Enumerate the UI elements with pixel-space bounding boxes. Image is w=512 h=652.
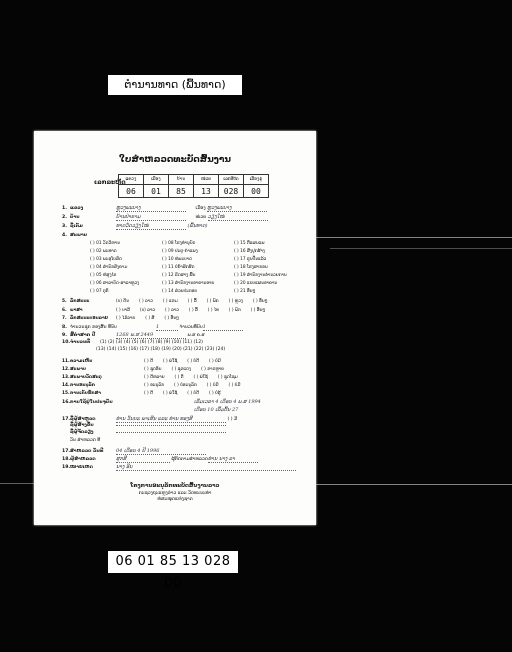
footer-line: ຫໍສະໝຸດແຫ່ງຊາດ (157, 497, 193, 502)
checkbox-option[interactable]: ( ) ໄທ (207, 308, 219, 313)
row-number: 16. (62, 400, 71, 405)
option-item[interactable]: ( ) 10 ຫໍພະບາດ (162, 257, 192, 262)
code-header: ເມືອງ (144, 175, 169, 185)
checkbox-option[interactable]: ( ) ຫຼວງ (228, 299, 243, 304)
row-number: 15. (62, 391, 70, 396)
form-title: ໃບສຳຫລວດທະບັດສົ້ນງານ (119, 155, 231, 165)
field-row (62, 223, 207, 230)
field-value: (1) (2) (3) (4) (5) (6) (7) (8) (9) (10) (11) (12) (100, 340, 203, 345)
row-number: 17. (62, 417, 71, 422)
checkbox-option[interactable]: ( ) ອື່ນໆ (252, 299, 268, 304)
field-value: ນາງ ອີນ (116, 464, 296, 471)
field-value: (13) (14) (15) (16) (17) (18) (19) (20) (21) (22) (23) (24) (96, 347, 226, 352)
header-label: ຕຳນານທາດ (ພື້ນທາດ) (108, 75, 242, 95)
row-11 (62, 359, 231, 364)
field-label: ຊື່ຜູ້ສຳຫຼວດ (70, 417, 96, 422)
field-label: ແຂວງ (70, 206, 84, 211)
field-label: ຜູ້ສຳຫລວດ (70, 457, 96, 462)
row-5 (62, 299, 278, 304)
checkbox-option[interactable]: ( ) ພໍໃຊ້ (162, 391, 178, 396)
field-label: ການເກັບຮັກສາ (70, 391, 101, 396)
option-item[interactable]: ( ) 09 ປະຕູ-ກຳແພງ (162, 249, 198, 254)
row-16 (62, 399, 261, 406)
row-number: 18. (62, 457, 71, 462)
option-item[interactable]: ( ) 13 ສຳນັກງານອາຄານອາຍ (162, 281, 215, 286)
checkbox-option[interactable]: (x) ດິນ (116, 299, 129, 304)
option-item[interactable]: ( ) 11 ບໍ່ນ້ຳສັກສິດ (162, 265, 195, 270)
row-18a (70, 423, 226, 429)
code-header-row (119, 175, 269, 185)
checkbox-option[interactable]: ( ) ພັກ (228, 308, 241, 313)
document-page (34, 131, 316, 525)
field-label: ບ້ານ (70, 215, 80, 220)
form-footer (34, 483, 316, 504)
checkbox-option[interactable]: ( ) ບາລີ (116, 308, 130, 313)
checkbox-option[interactable]: ( ) ລື້ (187, 299, 197, 304)
row-15 (62, 391, 231, 396)
code-value: 13 (194, 185, 219, 198)
field-label: ສະພາບ (70, 233, 88, 238)
field-value: ທ່ານ ວັນນະ ພາເສີນ ແລະ ທ່ານ ທອງສີ (116, 416, 226, 423)
field-value: 1 (156, 324, 178, 331)
row-13 (62, 375, 248, 380)
row-number: 2. (62, 215, 67, 220)
checkbox-option[interactable]: ( ) ພັກ (206, 299, 219, 304)
row-10 (62, 340, 203, 346)
checkbox-option[interactable]: ( ) ຂາດຫຼາຍ (201, 367, 225, 372)
checkbox-option[interactable]: ( ) ລາວ (138, 299, 153, 304)
code-value: 028 (219, 185, 244, 198)
field-value: ທ່ານ ນາງ ລາ (208, 456, 258, 463)
code-header: ແຂວງ (119, 175, 144, 185)
checkbox-option[interactable]: ( ) ລື້ (188, 308, 198, 313)
field-value: ວຽງໃໝ່ (208, 214, 268, 221)
field-label: ຄວາມເຫັນ (70, 359, 93, 364)
row-number: 8. (62, 325, 67, 330)
code-table (118, 174, 269, 198)
checkbox-option[interactable]: ( ) ອະນຸລັກ (144, 383, 165, 388)
row-14 (62, 383, 250, 388)
field-label: ຊື່ຜູ້ສ້າງຂຶ້ນ (70, 423, 94, 428)
doc-number-label: ເລກລະຫັດ (94, 179, 126, 186)
field-value: ( ) ມີ (227, 417, 238, 422)
option-item[interactable]: ( ) 21 ອື່ນໆ (234, 289, 256, 294)
checkbox-option[interactable]: ( ) ດີຫລາຍ (144, 375, 165, 380)
option-item[interactable]: ( ) 14 ສ່ວນປະກອບ (162, 289, 198, 294)
option-item[interactable]: ( ) 16 ສີ່ງປູກສ້າງ (234, 249, 265, 254)
field-label: ການໃຊ້ຢູ່ໃນປະຈຸບັນ (70, 400, 113, 405)
checkbox-option[interactable]: (x) ລາວ (139, 308, 155, 313)
row-16b (194, 407, 238, 414)
row-number: 11. (62, 359, 70, 364)
field-label: ຈຳນວນທີ່ນັບ (179, 325, 203, 330)
checkbox-option[interactable]: ( ) ບໍ່ມີ (228, 383, 241, 388)
field-row (62, 214, 268, 221)
row-number: 9. (62, 333, 67, 338)
row-19 (70, 438, 100, 444)
option-item[interactable]: ( ) 05 ຫໍສູງໄຕ (90, 273, 117, 278)
field-label: ຈຳນວນຊຸກ ຂອງສີ້ນ ທີ່ນັບ (70, 325, 117, 330)
field-value: ເລີ່ມເວລາ 4 ເດືອນ 4 ພ.ສ 1994 (194, 399, 261, 405)
option-item[interactable]: ( ) 03 ພະອຸໂບສົດ (90, 257, 122, 262)
code-header: ເລກທີບັດ (219, 175, 244, 185)
checkbox-option[interactable]: ( ) ບໍ່ດີ (187, 359, 199, 364)
option-item[interactable]: ( ) 20 ແບບແຜນອາຄານ (234, 281, 278, 286)
field-label: ສະພາບ (70, 367, 86, 372)
field-label: ຊື່ເຕັມ (70, 224, 83, 229)
option-item[interactable]: ( ) 15 ກີ່ແຜນແພ (234, 241, 265, 246)
row-number: 6. (62, 308, 67, 313)
checkbox-option[interactable]: ( ) ຊຸດແດງ (171, 367, 192, 372)
row-number: 4. (62, 233, 67, 238)
field-value: (ພື້ນທາດ) (187, 223, 208, 229)
field-label: ພາສາ (70, 308, 83, 313)
field-value: 1268 ພ.ສ 2449 (116, 332, 186, 339)
checkbox-option[interactable]: ( ) ຊຸດອິນ (144, 367, 162, 372)
field-value: ສຸກສີ (116, 456, 170, 463)
code-value: 85 (169, 185, 194, 198)
field-label: ສຳຫລວດ ວັນທີ (70, 449, 104, 454)
row-8 (62, 324, 243, 331)
field-label: ການອະນຸລັກ (70, 383, 96, 388)
field-value: ຫຼວງພະບາງ (207, 205, 267, 212)
row-number: 1. (62, 206, 67, 211)
code-value: 06 (119, 185, 144, 198)
checkbox-option[interactable]: ( ) ອື່ນໆ (164, 316, 179, 321)
field-row (62, 205, 267, 212)
row-9 (62, 332, 205, 339)
checkbox-option[interactable]: ( ) ບໍ່ອະນຸລັກ (174, 383, 197, 388)
row-22 (62, 464, 296, 471)
field-label: ເມືອງ (195, 206, 206, 211)
option-item[interactable]: ( ) 17 ຮູບປັ້ນແລ້ວ (234, 257, 267, 262)
row-18b (70, 430, 226, 436)
footer-code-label: 06 01 85 13 028 00 (108, 551, 238, 573)
field-label: ລັກສະນະ (70, 299, 90, 304)
checkbox-option[interactable]: ( ) ອື່ນໆ (250, 308, 266, 313)
checkbox-option[interactable]: ( ) ດີ (144, 391, 153, 396)
row-number: 5. (62, 299, 67, 304)
field-value: 1 (203, 324, 243, 331)
row-17 (62, 416, 237, 423)
checkbox-option[interactable]: ( ) ດີ (174, 375, 184, 380)
footer-line: ກະຊວງຖະແຫຼງຂ່າວ ແລະ ວັດທະນະທຳ (138, 490, 212, 496)
field-label: ຊື່ຜູ້ຈັດລຽງ (70, 430, 94, 435)
checkbox-option[interactable]: ( ) ພໍໃຊ້ (162, 359, 178, 364)
field-label: ລັກສະນະບອນລາຍ (70, 316, 108, 321)
checkbox-option[interactable]: ( ) ບໍ່ມີ (208, 359, 221, 364)
code-header: ເລືອງຄູ່ (244, 175, 269, 185)
field-label: ຈຳນວນທີ່ (70, 340, 90, 345)
scan-line (316, 484, 512, 485)
checkbox-option[interactable]: ( ) ແຂມ (162, 299, 178, 304)
code-value: 00 (244, 185, 269, 198)
field-label: ໜ່ວຍ (195, 215, 207, 220)
row-12 (62, 367, 234, 372)
code-value-row (119, 185, 269, 198)
checkbox-option[interactable]: ( ) ໄມ້ລາຍ (116, 316, 136, 321)
row-number: 10. (62, 340, 71, 345)
field-label: ວັນ ສຳຫລວດ ທີ (70, 438, 101, 443)
field-label: ສະພາບວັດສະດຸ (70, 375, 102, 380)
checkbox-option[interactable]: ( ) ບໍ່ດີ (187, 391, 199, 396)
row-7 (62, 316, 189, 321)
row-number: 14. (62, 383, 70, 388)
checkbox-option[interactable]: ( ) ບໍ່ມີ (206, 383, 219, 388)
scan-line (0, 483, 34, 484)
checkbox-option[interactable]: ( ) ພໍໃຊ້ (193, 375, 208, 380)
field-label: ໝາຍເຫດ (70, 465, 93, 470)
option-item[interactable]: ( ) 08 ໂຮງທຳນຸບົດ (162, 241, 196, 246)
row-10b (96, 347, 225, 353)
row-number: 13. (62, 375, 70, 380)
field-label: ຜູ້ຕິດຕາມສຳຫລວດ (171, 457, 208, 462)
row-number: 19. (62, 465, 71, 470)
row-number: 3. (62, 224, 67, 229)
option-item[interactable]: ( ) 02 ພະທາດ (90, 249, 117, 254)
code-header: ບ້ານ (169, 175, 194, 185)
option-item[interactable]: ( ) 04 ສຳນັກສົງຄາມ (90, 265, 128, 270)
field-value: ທາດວັດວຽງໃໝ່ (116, 223, 186, 230)
option-item[interactable]: ( ) 07 ກຸຕິ (90, 289, 109, 294)
row-number: 7. (62, 316, 67, 321)
option-item[interactable]: ( ) 18 ໂຮງສາກອນ (234, 265, 268, 270)
row-6 (62, 308, 275, 313)
row-20 (62, 448, 206, 455)
field-label: ພ.ສ ຄ.ສ (187, 333, 205, 338)
row-number: 17. (62, 449, 71, 454)
checkbox-option[interactable]: ( ) ຊຸດໂຊມ (217, 375, 238, 380)
field-value: 04 ເດືອນ 4 ປີ 1996 (116, 448, 206, 455)
row-number: 12. (62, 367, 70, 372)
checkbox-option[interactable]: ( ) ດີ (144, 359, 153, 364)
option-item[interactable]: ( ) 19 ສຳນັກງານອຳນວຍການ (234, 273, 287, 278)
field-label: ສີ້ຄຳສາກ ປີ (70, 333, 96, 338)
row-21 (62, 456, 258, 463)
field-value: ເດືອນ 10 ເລີ້ມຕົ້ນ 27 (194, 407, 239, 413)
option-item[interactable]: ( ) 12 ຮົດສາງ ພື້ນ (162, 273, 196, 278)
field-row (62, 233, 116, 239)
option-item[interactable]: ( ) 01 ວັດວິຫານ (90, 241, 120, 246)
checkbox-option[interactable]: ( ) ສີ (145, 316, 155, 321)
footer-line: ໂຄງການອະນຸລັກທະບັດສົ້ນງານລາວ (130, 483, 220, 489)
option-item[interactable]: ( ) 06 ສາລາບັດ-ສາລາຫຼວງ (90, 281, 140, 286)
code-header: ໜ່ວຍ (194, 175, 219, 185)
field-value: ຫຼວງພະບາງ (116, 205, 186, 212)
checkbox-option[interactable]: ( ) ລາວ (164, 308, 179, 313)
checkbox-option[interactable]: ( ) ບໍ່ຮູ້ (208, 391, 221, 396)
scan-line (316, 237, 512, 238)
field-value: ບ້ານປ່າຂາມ (116, 214, 186, 221)
code-value: 01 (144, 185, 169, 198)
scan-line (330, 248, 512, 249)
